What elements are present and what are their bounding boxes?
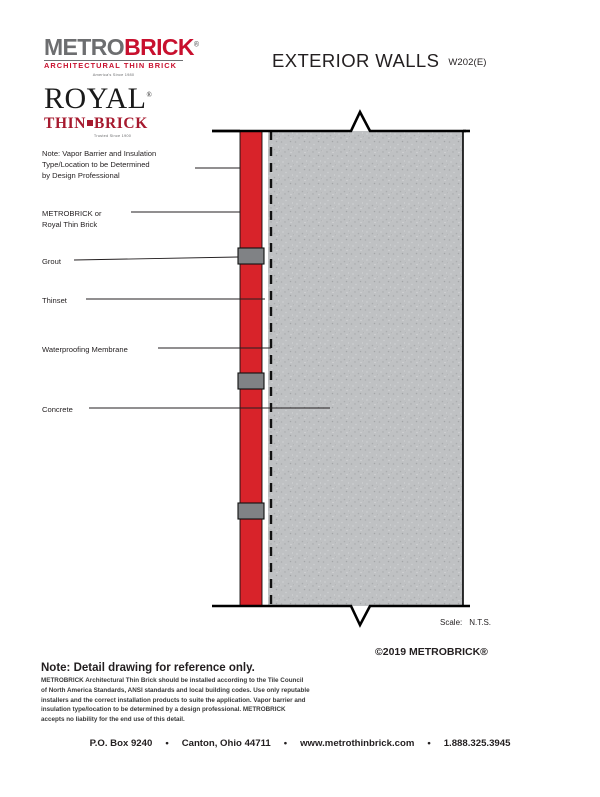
reference-only-note <box>41 661 346 724</box>
royal-since: Trusted Since 1900 <box>93 133 132 139</box>
callout-label-brick-line-1: METROBRICK or <box>42 209 102 218</box>
grout-joint <box>238 248 264 264</box>
reference-note-line-5: accepts no liability for the end use of this detail. <box>41 715 185 723</box>
metrobrick-trademark: ® <box>193 41 199 49</box>
metrobrick-since: America's Since 1980 <box>92 71 135 77</box>
thinset-layer <box>262 131 268 606</box>
vapor-barrier-note-line-2: Type/Location to be Determined <box>42 160 150 170</box>
bottom-break-line <box>212 606 470 625</box>
footer-phone: 1.888.325.3945 <box>443 738 511 749</box>
callout-label-concrete: Concrete <box>42 405 73 414</box>
vapor-barrier-note-line-3: by Design Professional <box>42 171 120 181</box>
footer-contact-line <box>90 738 511 749</box>
grout-joint <box>238 373 264 389</box>
footer-separator-icon: • <box>283 738 288 749</box>
page-title: EXTERIOR WALLS <box>272 50 440 71</box>
footer <box>0 733 600 751</box>
grout-joint <box>238 503 264 519</box>
concrete-layer <box>268 131 463 606</box>
vapor-barrier-note-line-1: Note: Vapor Barrier and Insulation <box>42 149 157 158</box>
royal-word-royal: ROYAL <box>44 82 147 115</box>
footer-separator-icon: • <box>427 738 431 749</box>
reference-note-line-3: installers and the correct installation products to suite the application. Vapor barrier and <box>41 696 306 704</box>
reference-note-line-4: insulation type/location to be determined by a design professional. METROBRICK <box>41 706 286 714</box>
copyright-notice: ©2019 METROBRICK® <box>375 646 488 658</box>
scale-label: Scale: <box>440 618 463 627</box>
metrobrick-tagline: ARCHITECTURAL THIN BRICK <box>44 61 178 70</box>
royal-word-brick: BRICK <box>94 115 148 132</box>
reference-only-note-body <box>41 676 346 724</box>
top-break-line <box>212 112 470 131</box>
reference-only-note-heading: Note: Detail drawing for reference only. <box>41 662 255 674</box>
footer-po-box: P.O. Box 9240 <box>89 738 153 749</box>
scale-value: N.T.S. <box>469 618 492 627</box>
reference-note-line-1: METROBRICK Architectural Thin Brick should be installed according to the Tile Council <box>41 677 304 685</box>
footer-website[interactable]: www.metrothinbrick.com <box>300 738 415 749</box>
callout-label-thinset: Thinset <box>42 296 67 305</box>
reference-note-line-2: of North America Standards, ANSI standards and local building codes. Use only reputable <box>41 686 310 694</box>
royal-word-thin: THIN <box>44 115 87 132</box>
footer-separator-icon: • <box>165 738 169 749</box>
footer-city: Canton, Ohio 44711 <box>181 738 271 749</box>
scale-note <box>440 618 491 627</box>
brick-layer <box>240 131 262 606</box>
callout-label-waterproofing-membrane: Waterproofing Membrane <box>42 345 128 354</box>
royal-registered: ® <box>146 91 153 99</box>
metrobrick-word-brick: BRICK <box>124 34 194 60</box>
callout-label-brick-line-2: Royal Thin Brick <box>42 220 98 229</box>
callout-label-grout: Grout <box>42 257 61 266</box>
metrobrick-word-metro: METRO <box>44 34 125 60</box>
leader-line-grout <box>74 257 238 260</box>
drawing-number: W202(E) <box>448 57 487 68</box>
